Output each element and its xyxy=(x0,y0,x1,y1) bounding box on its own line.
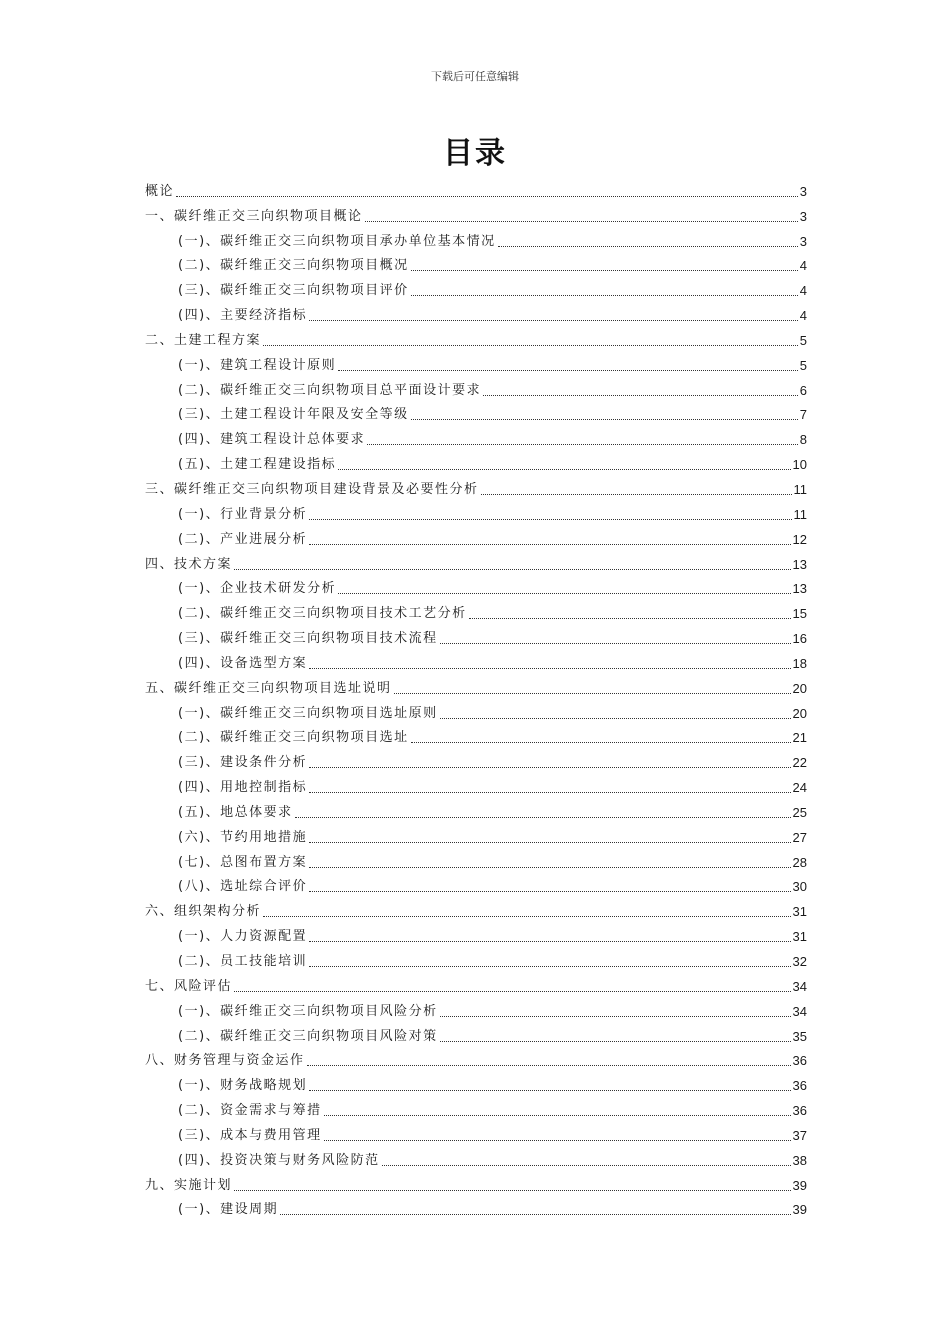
toc-section-entry[interactable] xyxy=(145,399,807,424)
toc-entry-label: (一)、碳纤维正交三向织物项目风险分析 xyxy=(178,1003,438,1019)
toc-dot-leader xyxy=(367,443,798,445)
toc-dot-leader xyxy=(338,468,790,470)
toc-dot-leader xyxy=(309,841,790,843)
toc-entry-label: (三)、建设条件分析 xyxy=(178,755,308,771)
toc-entry-label: 九、实施计划 xyxy=(145,1177,233,1193)
toc-dot-leader xyxy=(309,965,790,967)
toc-dot-leader xyxy=(307,1064,791,1066)
toc-page-number: 34 xyxy=(792,1003,807,1019)
toc-page-number: 35 xyxy=(792,1028,807,1044)
toc-chapter-entry[interactable] xyxy=(145,895,807,920)
toc-section-entry[interactable] xyxy=(145,622,807,647)
toc-chapter-entry[interactable] xyxy=(145,324,807,349)
toc-dot-leader xyxy=(394,692,791,694)
toc-section-entry[interactable] xyxy=(145,846,807,871)
toc-dot-leader xyxy=(481,493,792,495)
toc-dot-leader xyxy=(309,667,790,669)
toc-entry-label: (八)、选址综合评价 xyxy=(178,879,308,895)
toc-page-number: 28 xyxy=(792,854,807,870)
toc-section-entry[interactable] xyxy=(145,1194,807,1219)
toc-page-number: 34 xyxy=(792,978,807,994)
toc-section-entry[interactable] xyxy=(145,647,807,672)
toc-page-number: 39 xyxy=(792,1202,807,1218)
toc-section-entry[interactable] xyxy=(145,746,807,771)
toc-section-entry[interactable] xyxy=(145,771,807,796)
toc-page-number: 36 xyxy=(792,1103,807,1119)
toc-section-entry[interactable] xyxy=(145,697,807,722)
toc-page-number: 27 xyxy=(792,829,807,845)
toc-dot-leader xyxy=(440,717,791,719)
toc-dot-leader xyxy=(411,294,798,296)
toc-section-entry[interactable] xyxy=(145,1020,807,1045)
toc-section-entry[interactable] xyxy=(145,796,807,821)
toc-page-number: 11 xyxy=(793,506,807,522)
toc-entry-label: (一)、建筑工程设计原则 xyxy=(178,357,337,373)
toc-dot-leader xyxy=(309,543,790,545)
toc-entry-label: 一、碳纤维正交三向织物项目概论 xyxy=(145,208,363,224)
toc-dot-leader xyxy=(234,990,791,992)
toc-section-entry[interactable] xyxy=(145,1119,807,1144)
toc-page-number: 8 xyxy=(799,432,807,448)
toc-entry-label: 二、土建工程方案 xyxy=(145,332,262,348)
toc-page-number: 21 xyxy=(792,730,807,746)
toc-section-entry[interactable] xyxy=(145,1069,807,1094)
toc-dot-leader xyxy=(263,915,791,917)
toc-dot-leader xyxy=(309,866,790,868)
toc-dot-leader xyxy=(234,1189,791,1191)
toc-dot-leader xyxy=(309,940,790,942)
toc-page-number: 12 xyxy=(792,531,807,547)
toc-section-entry[interactable] xyxy=(145,374,807,399)
toc-entry-label: (四)、设备选型方案 xyxy=(178,655,308,671)
toc-section-entry[interactable] xyxy=(145,448,807,473)
toc-section-entry[interactable] xyxy=(145,871,807,896)
toc-dot-leader xyxy=(309,890,790,892)
toc-entry-label: (二)、碳纤维正交三向织物项目风险对策 xyxy=(178,1028,438,1044)
toc-chapter-entry[interactable] xyxy=(145,970,807,995)
toc-page-number: 37 xyxy=(792,1127,807,1143)
toc-entry-label: (一)、企业技术研发分析 xyxy=(178,581,337,597)
toc-dot-leader xyxy=(324,1114,791,1116)
toc-entry-label: 三、碳纤维正交三向织物项目建设背景及必要性分析 xyxy=(145,481,479,497)
toc-section-entry[interactable] xyxy=(145,573,807,598)
toc-entry-label: 六、组织架构分析 xyxy=(145,904,262,920)
toc-page-number: 7 xyxy=(799,407,807,423)
toc-entry-label: (一)、行业背景分析 xyxy=(178,506,308,522)
toc-chapter-entry[interactable] xyxy=(145,548,807,573)
toc-entry-label: (三)、碳纤维正交三向织物项目评价 xyxy=(178,283,409,299)
toc-dot-leader xyxy=(309,319,798,321)
toc-dot-leader xyxy=(309,791,790,793)
toc-entry-label: (一)、财务战略规划 xyxy=(178,1078,308,1094)
toc-dot-leader xyxy=(440,1015,791,1017)
toc-dot-leader xyxy=(483,394,798,396)
toc-section-entry[interactable] xyxy=(145,995,807,1020)
toc-dot-leader xyxy=(498,245,798,247)
toc-chapter-entry[interactable] xyxy=(145,1045,807,1070)
toc-dot-leader xyxy=(338,592,790,594)
toc-entry-label: 七、风险评估 xyxy=(145,978,233,994)
toc-entry-label: (一)、人力资源配置 xyxy=(178,929,308,945)
toc-page-number: 13 xyxy=(792,556,807,572)
toc-section-entry[interactable] xyxy=(145,523,807,548)
toc-dot-leader xyxy=(280,1213,790,1215)
toc-dot-leader xyxy=(382,1164,791,1166)
toc-entry-label: (四)、主要经济指标 xyxy=(178,308,308,324)
toc-entry-label: (一)、建设周期 xyxy=(178,1202,279,1218)
toc-entry-label: (三)、碳纤维正交三向织物项目技术流程 xyxy=(178,631,438,647)
page-title: 目录 xyxy=(443,136,507,171)
toc-page-number: 15 xyxy=(792,606,807,622)
toc-page-number: 30 xyxy=(792,879,807,895)
toc-page-number: 4 xyxy=(799,258,807,274)
toc-section-entry[interactable] xyxy=(145,423,807,448)
toc-entry-label: (二)、碳纤维正交三向织物项目选址 xyxy=(178,730,409,746)
toc-page-number: 3 xyxy=(799,233,807,249)
toc-section-entry[interactable] xyxy=(145,299,807,324)
toc-page-number: 31 xyxy=(792,929,807,945)
toc-entry-label: (一)、碳纤维正交三向织物项目选址原则 xyxy=(178,705,438,721)
toc-entry-label: 八、财务管理与资金运作 xyxy=(145,1053,305,1069)
toc-section-entry[interactable] xyxy=(145,250,807,275)
toc-chapter-entry[interactable] xyxy=(145,200,807,225)
toc-section-entry[interactable] xyxy=(145,920,807,945)
toc-entry-label: (七)、总图布置方案 xyxy=(178,854,308,870)
toc-entry-label: (二)、资金需求与筹措 xyxy=(178,1103,322,1119)
toc-entry-label: (三)、成本与费用管理 xyxy=(178,1127,322,1143)
toc-page-number: 18 xyxy=(792,655,807,671)
toc-page-number: 22 xyxy=(792,755,807,771)
toc-page-number: 36 xyxy=(792,1053,807,1069)
toc-dot-leader xyxy=(411,418,798,420)
toc-page-number: 24 xyxy=(792,780,807,796)
toc-entry-label: (四)、投资决策与财务风险防范 xyxy=(178,1152,380,1168)
toc-dot-leader xyxy=(365,220,798,222)
toc-page-number: 13 xyxy=(792,581,807,597)
toc-page-number: 10 xyxy=(792,457,807,473)
toc-chapter-entry[interactable] xyxy=(145,473,807,498)
toc-page-number: 36 xyxy=(792,1078,807,1094)
toc-page-number: 3 xyxy=(799,183,807,199)
toc-dot-leader xyxy=(309,1089,790,1091)
toc-dot-leader xyxy=(263,344,798,346)
toc-page-number: 38 xyxy=(792,1152,807,1168)
toc-page-number: 25 xyxy=(792,804,807,820)
toc-chapter-entry[interactable] xyxy=(145,672,807,697)
toc-entry-label: (二)、碳纤维正交三向织物项目技术工艺分析 xyxy=(178,606,467,622)
toc-dot-leader xyxy=(411,741,791,743)
toc-page-number: 5 xyxy=(799,332,807,348)
toc-dot-leader xyxy=(309,766,790,768)
toc-entry-label: 五、碳纤维正交三向织物项目选址说明 xyxy=(145,680,392,696)
toc-page-number: 6 xyxy=(799,382,807,398)
toc-dot-leader xyxy=(176,195,798,197)
toc-section-entry[interactable] xyxy=(145,597,807,622)
toc-dot-leader xyxy=(338,369,798,371)
toc-page-number: 20 xyxy=(792,705,807,721)
toc-dot-leader xyxy=(469,617,791,619)
toc-section-entry[interactable] xyxy=(145,821,807,846)
toc-chapter-entry[interactable] xyxy=(145,1169,807,1194)
toc-entry-label: (二)、碳纤维正交三向织物项目概况 xyxy=(178,258,409,274)
toc-entry-label: (五)、土建工程建设指标 xyxy=(178,457,337,473)
toc-chapter-entry[interactable] xyxy=(145,175,807,200)
header-note: 下载后可任意编辑 xyxy=(431,70,519,83)
toc-page-number: 5 xyxy=(799,357,807,373)
toc-dot-leader xyxy=(324,1139,791,1141)
toc-page-number: 31 xyxy=(792,904,807,920)
toc-dot-leader xyxy=(411,269,798,271)
toc-section-entry[interactable] xyxy=(145,945,807,970)
toc-entry-label: (一)、碳纤维正交三向织物项目承办单位基本情况 xyxy=(178,233,496,249)
toc-entry-label: 四、技术方案 xyxy=(145,556,233,572)
toc-entry-label: (四)、用地控制指标 xyxy=(178,780,308,796)
toc-section-entry[interactable] xyxy=(145,1144,807,1169)
toc-entry-label: (三)、土建工程设计年限及安全等级 xyxy=(178,407,409,423)
toc-entry-label: (二)、碳纤维正交三向织物项目总平面设计要求 xyxy=(178,382,482,398)
toc-section-entry[interactable] xyxy=(145,225,807,250)
toc-dot-leader xyxy=(295,816,791,818)
toc-page-number: 4 xyxy=(799,283,807,299)
toc-dot-leader xyxy=(440,642,791,644)
toc-page-number: 11 xyxy=(793,481,807,497)
toc-entry-label: (五)、地总体要求 xyxy=(178,804,293,820)
toc-page-number: 4 xyxy=(799,308,807,324)
toc-entry-label: (六)、节约用地措施 xyxy=(178,829,308,845)
toc-page-number: 20 xyxy=(792,680,807,696)
toc-dot-leader xyxy=(234,568,791,570)
toc-dot-leader xyxy=(440,1040,791,1042)
toc-entry-label: (二)、产业进展分析 xyxy=(178,531,308,547)
toc-page-number: 16 xyxy=(792,631,807,647)
toc-section-entry[interactable] xyxy=(145,349,807,374)
toc-page-number: 39 xyxy=(792,1177,807,1193)
table-of-contents xyxy=(145,175,807,1218)
toc-section-entry[interactable] xyxy=(145,722,807,747)
toc-entry-label: 概论 xyxy=(145,183,175,199)
toc-entry-label: (二)、员工技能培训 xyxy=(178,954,308,969)
toc-entry-label: (四)、建筑工程设计总体要求 xyxy=(178,432,366,448)
toc-section-entry[interactable] xyxy=(145,498,807,523)
toc-page-number: 32 xyxy=(792,954,807,969)
toc-dot-leader xyxy=(309,518,791,520)
toc-section-entry[interactable] xyxy=(145,1094,807,1119)
toc-page-number: 3 xyxy=(799,208,807,224)
toc-section-entry[interactable] xyxy=(145,274,807,299)
